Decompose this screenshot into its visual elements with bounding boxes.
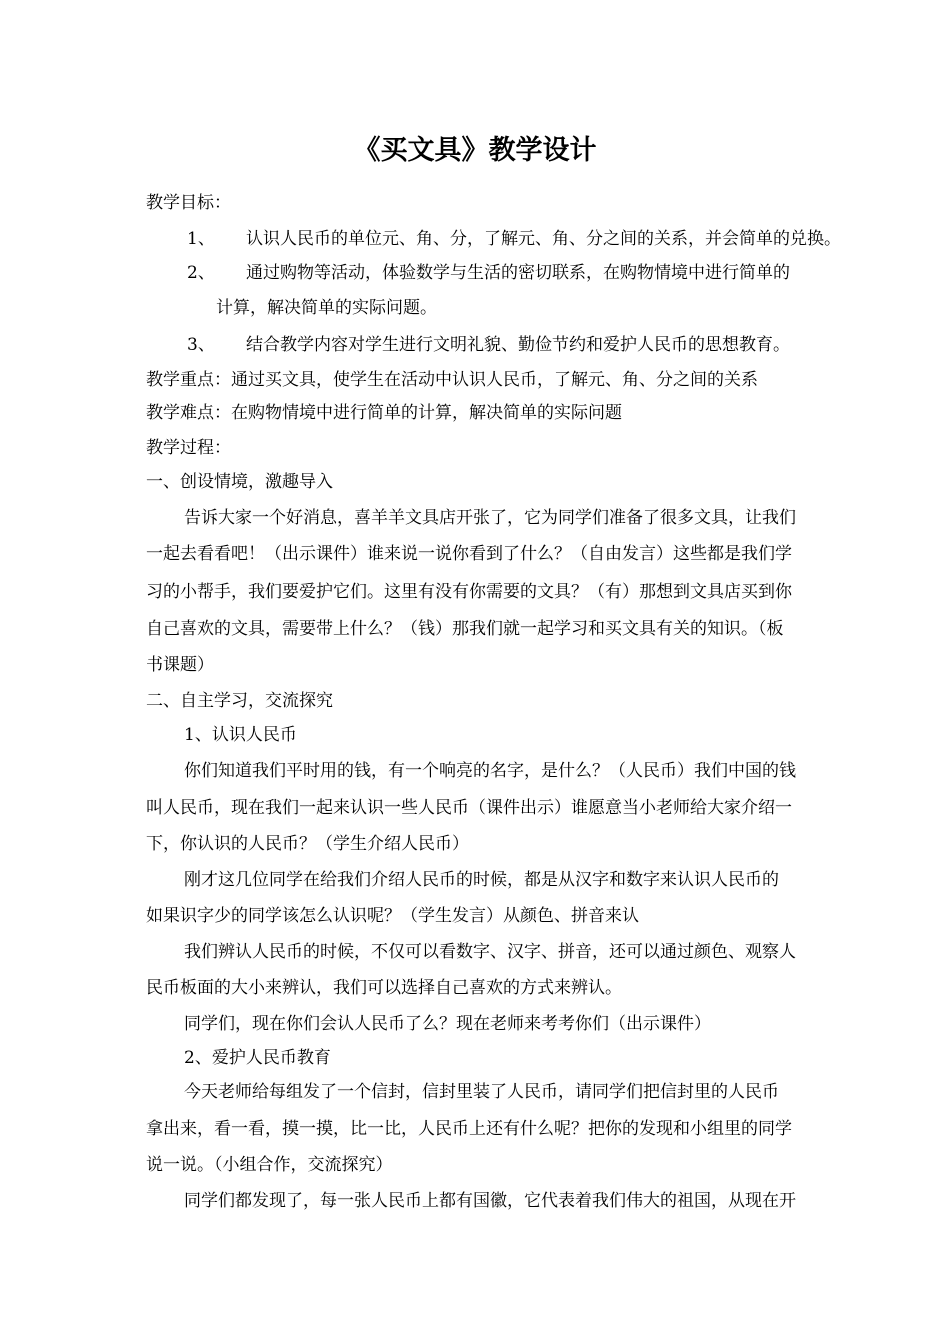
objective-number: 3、 xyxy=(187,335,215,355)
paragraph-line: 刚才这几位同学在给我们介绍人民币的时候，都是从汉字和数字来认识人民币的 xyxy=(184,870,779,890)
objective-number: 1、 xyxy=(187,229,215,249)
paragraph-line: 下，你认识的人民币？（学生介绍人民币） xyxy=(146,834,469,854)
document-title: 《买文具》教学设计 xyxy=(353,135,597,166)
paragraph-line: 同学们，现在你们会认人民币了么？现在老师来考考你们（出示课件） xyxy=(184,1014,711,1034)
process-heading: 教学过程： xyxy=(146,438,231,458)
paragraph-line: 你们知道我们平时用的钱，有一个响亮的名字，是什么？（人民币）我们中国的钱 xyxy=(184,761,796,781)
paragraph-line: 书课题） xyxy=(146,655,214,675)
section-heading: 一、创设情境，激趣导入 xyxy=(146,472,333,492)
paragraph-line: 如果识字少的同学该怎么认识呢？（学生发言）从颜色、拼音来认 xyxy=(146,906,639,926)
subsection-heading: 1、认识人民币 xyxy=(184,725,297,745)
paragraph-line: 民币板面的大小来辨认，我们可以选择自己喜欢的方式来辨认。 xyxy=(146,978,622,998)
objectives-heading: 教学目标： xyxy=(146,193,231,213)
paragraph-line: 一起去看看吧！（出示课件）谁来说一说你看到了什么？（自由发言）这些都是我们学 xyxy=(146,544,792,564)
paragraph-line: 习的小帮手，我们要爱护它们。这里有没有你需要的文具？（有）那想到文具店买到你 xyxy=(146,582,792,602)
paragraph-line: 我们辨认人民币的时候，不仅可以看数字、汉字、拼音，还可以通过颜色、观察人 xyxy=(184,942,796,962)
objective-text: 认识人民币的单位元、角、分，了解元、角、分之间的关系，并会简单的兑换。 xyxy=(246,229,841,249)
paragraph-line: 告诉大家一个好消息，喜羊羊文具店开张了，它为同学们准备了很多文具，让我们 xyxy=(184,508,796,528)
paragraph-line: 说一说。（小组合作，交流探究） xyxy=(146,1155,393,1175)
objective-text: 结合教学内容对学生进行文明礼貌、勤俭节约和爱护人民币的思想教育。 xyxy=(246,335,790,355)
key-point: 教学重点：通过买文具，使学生在活动中认识人民币，了解元、角、分之间的关系 xyxy=(146,370,758,390)
paragraph-line: 拿出来，看一看，摸一摸，比一比，人民币上还有什么呢？把你的发现和小组里的同学 xyxy=(146,1119,792,1139)
objective-text: 通过购物等活动，体验数学与生活的密切联系，在购物情境中进行简单的 xyxy=(246,263,790,283)
objective-text-continued: 计算，解决简单的实际问题。 xyxy=(216,298,437,318)
paragraph-line: 叫人民币，现在我们一起来认识一些人民币（课件出示）谁愿意当小老师给大家介绍一 xyxy=(146,798,792,818)
paragraph-line: 今天老师给每组发了一个信封，信封里装了人民币，请同学们把信封里的人民币 xyxy=(184,1082,779,1102)
difficulty: 教学难点：在购物情境中进行简单的计算，解决简单的实际问题 xyxy=(146,403,622,423)
section-heading: 二、自主学习，交流探究 xyxy=(146,691,333,711)
subsection-heading: 2、爱护人民币教育 xyxy=(184,1048,331,1068)
paragraph-line: 自己喜欢的文具，需要带上什么？（钱）那我们就一起学习和买文具有关的知识。（板 xyxy=(146,619,784,639)
objective-number: 2、 xyxy=(187,263,215,283)
paragraph-line: 同学们都发现了，每一张人民币上都有国徽，它代表着我们伟大的祖国，从现在开 xyxy=(184,1191,796,1211)
